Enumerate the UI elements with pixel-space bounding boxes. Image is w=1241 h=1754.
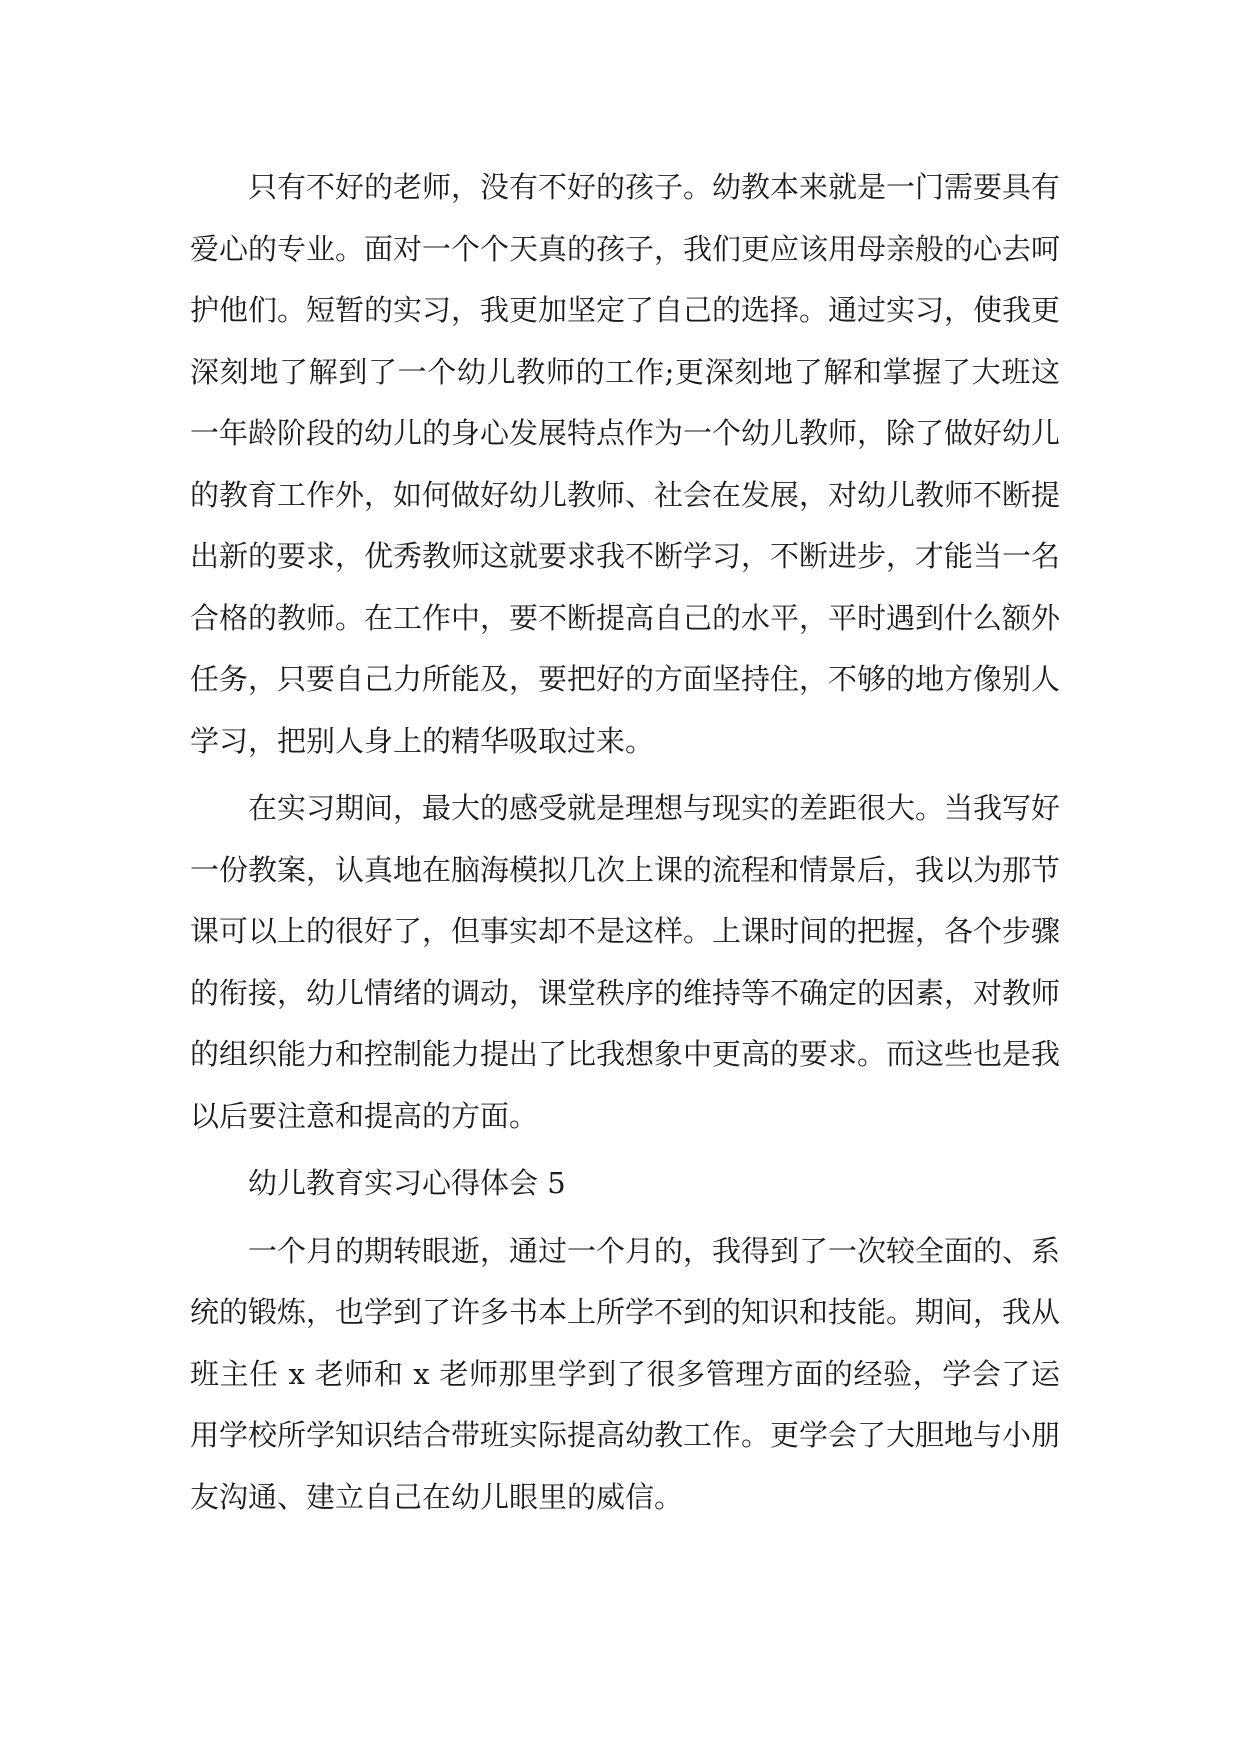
paragraph-one-month: 一个月的期转眼逝，通过一个月的，我得到了一次较全面的、系统的锻炼，也学到了许多书本上所学不到的知识和技能。期间，我从班主任 x 老师和 x 老师那里学到了很多管理方面的经验，学会了运用学校所学知识结合带班实际提高幼教工作。更学会了大胆地与小朋友沟通、建立自己在幼儿眼里的威信。 <box>190 1233 1061 1514</box>
paragraph-teacher-love: 只有不好的老师，没有不好的孩子。幼教本来就是一门需要具有爱心的专业。面对一个个天真的孩子，我们更应该用母亲般的心去呵护他们。短暂的实习，我更加坚定了自己的选择。通过实习，使我更深刻地了解到了一个幼儿教师的工作;更深刻地了解和掌握了大班这一年龄阶段的幼儿的身心发展特点作为一个幼儿教师，除了做好幼儿的教育工作外，如何做好幼儿教师、社会在发展，对幼儿教师不断提出新的要求，优秀教师这就要求我不断学习，不断进步，才能当一名合格的教师。在工作中，要不断提高自己的水平，平时遇到什么额外任务，只要自己力所能及，要把好的方面坚持住，不够的地方像别人学习，把别人身上的精华吸取过来。 <box>190 170 1061 758</box>
paragraph-ideal-reality: 在实习期间，最大的感受就是理想与现实的差距很大。当我写好一份教案，认真地在脑海模拟几次上课的流程和情景后，我以为那节课可以上的很好了，但事实却不是这样。上课时间的把握，各个步骤的衔接，幼儿情绪的调动，课堂秩序的维持等不确定的因素，对教师的组织能力和控制能力提出了比我想象中更高的要求。而这些也是我以后要注意和提高的方面。 <box>190 791 1061 1133</box>
document-body <box>190 157 1060 1534</box>
section-title: 幼儿教育实习心得体会 5 <box>248 1166 566 1200</box>
